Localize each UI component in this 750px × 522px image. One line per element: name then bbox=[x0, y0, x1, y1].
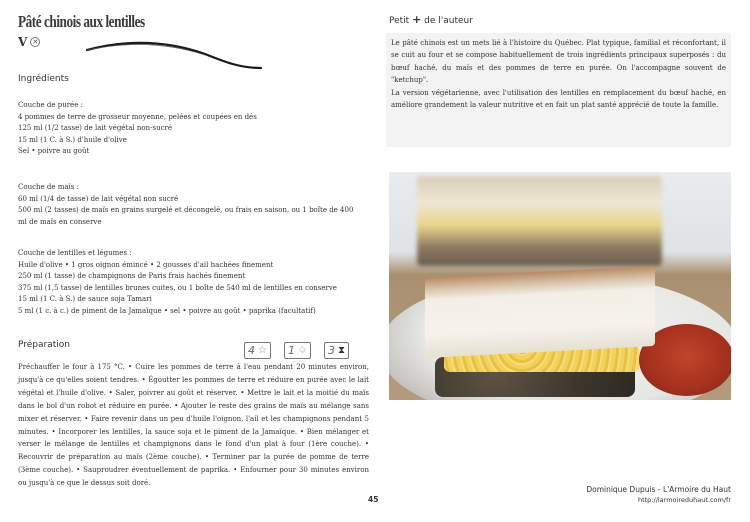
gluten-free-icon: ✕ bbox=[30, 37, 40, 47]
ingredient-line: 250 ml (1 tasse) de champignons de Paris frais hachés finement bbox=[18, 272, 246, 281]
photo-background-dish bbox=[417, 176, 662, 266]
author-note-heading bbox=[389, 13, 473, 26]
ingredient-line: 15 ml (1 C. à S.) de sauce soja Tamari bbox=[18, 295, 152, 304]
ingredient-line: 5 ml (1 c. à c.) de piment de la Jamaïque • sel • poivre au goût • paprika (facultatif) bbox=[18, 306, 316, 315]
recipe-badges bbox=[244, 342, 349, 359]
diet-icons bbox=[18, 35, 40, 49]
ingredients-heading: Ingrédients bbox=[18, 74, 69, 84]
group-title: Couche de maïs : bbox=[18, 183, 79, 191]
ingredient-line: 375 ml (1,5 tasse) de lentilles brunes cuites, ou 1 boîte de 540 ml de lentilles en conserve bbox=[18, 283, 337, 292]
author-note-paragraph: Le pâté chinois est un mets lié à l'histoire du Québec. Plat typique, familial et réconfortant, il se cuit au four et se compose habituellement de trois ingrédients principaux superposés : du bœuf haché, du maïs et des pommes de terre en purée. On l'accompagne souvent de "ketchup". bbox=[391, 39, 726, 85]
page-number: 45 bbox=[368, 495, 379, 504]
heading-suffix: de l'auteur bbox=[424, 16, 473, 26]
time-icon: ⧗ bbox=[337, 345, 345, 356]
ingredient-line: 125 ml (1/2 tasse) de lait végétal non-sucré bbox=[18, 124, 172, 133]
difficulty-value: 1 bbox=[287, 344, 295, 357]
ingredient-line: 60 ml (1/4 de tasse) de lait végétal non sucré bbox=[18, 194, 179, 203]
author-note-paragraph: La version végétarienne, avec l'utilisation des lentilles en remplacement du bœuf haché, en améliore grandement la valeur nutritive et en fait un plat santé apprécié de toute la famille. bbox=[391, 88, 726, 110]
recipe-title: Pâté chinois aux lentilles bbox=[18, 12, 145, 31]
time-value: 3 bbox=[327, 344, 335, 357]
preparation-text: Préchauffer le four à 175 °C. • Cuire les pommes de terre à l'eau pendant 20 minutes environ, jusqu'à ce qu'elles soient tendres. • Égoutter les pommes de terre et réduire en purée avec le lait végétal et l'huile d'olive. • Saler, poivrer au goût et réserver. • Mettre le lait et la moitié du maïs dans le bol d'un robot et réduire en purée. • Ajouter le reste des grains de maïs au mélange sans mixer et réserver. • Faire revenir dans un peu d'huile l'oignon, l'ail et les champignons pendant 5 minutes. • Incorporer les lentilles, la sauce soja et le piment de la Jamaïque. • Bien mélanger et verser le mélange de lentilles et champignons dans le fond d'un plat à four (1ère couche). • Recouvrir de préparation au maïs (2ème couche). • Terminer par la purée de pomme de terre (3ème couche). • Sauproudrer éventuellement de paprika. • Enfourner pour 30 minutes environ ou jusqu'à ce que le dessus soit doré. bbox=[18, 363, 369, 488]
recipe-photo bbox=[389, 172, 731, 400]
credit-name: Dominique Dupuis - L'Armoire du Haut bbox=[586, 485, 731, 494]
difficulty-icon: ♤ bbox=[297, 345, 307, 356]
servings-badge bbox=[244, 342, 271, 359]
ingredient-line: 15 ml (1 C. à S.) d'huile d'olive bbox=[18, 135, 127, 144]
ingredient-group-puree bbox=[18, 100, 368, 158]
preparation-heading: Préparation bbox=[18, 340, 70, 350]
ingredient-line: Sel • poivre au goût bbox=[18, 147, 90, 156]
heading-prefix: Petit bbox=[389, 16, 410, 26]
servings-icon: ☆ bbox=[258, 345, 267, 356]
group-title: Couche de lentilles et légumes : bbox=[18, 249, 132, 257]
ingredient-group-lentils bbox=[18, 248, 368, 318]
photo-puree-layer bbox=[425, 266, 655, 358]
difficulty-badge bbox=[284, 342, 311, 359]
group-title: Couche de purée : bbox=[18, 101, 83, 109]
author-note-box bbox=[386, 33, 731, 147]
ingredient-group-corn bbox=[18, 182, 358, 228]
ingredient-line: Huile d'olive • 1 gros oignon émincé • 2 gousses d'ail hachées finement bbox=[18, 260, 274, 269]
ingredient-line: 500 ml (2 tasses) de maïs en grains surgelé et décongelé, ou frais en saison, ou 1 boîte de 400 ml de maïs en conserve bbox=[18, 206, 354, 226]
ingredient-line: 4 pommes de terre de grosseur moyenne, pelées et coupées en dés bbox=[18, 112, 257, 121]
credit-url[interactable]: http://larmoireduhaut.com/fr bbox=[637, 496, 731, 504]
vegetarian-icon: V bbox=[18, 35, 28, 49]
credit bbox=[586, 484, 731, 505]
servings-value: 4 bbox=[248, 344, 255, 357]
decorative-swoosh bbox=[85, 38, 263, 72]
plus-icon: + bbox=[412, 13, 422, 26]
time-badge bbox=[324, 342, 349, 359]
